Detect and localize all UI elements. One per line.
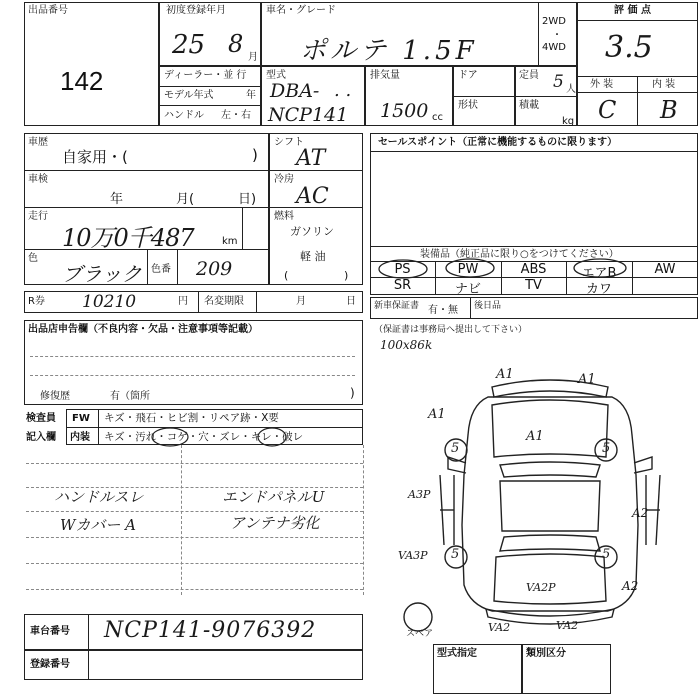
mark-va2-right: VA2 [556, 619, 579, 632]
cc-value: 1500 [380, 100, 429, 122]
remark-4: アンテナ劣化 [230, 514, 320, 532]
color-label: 色 [28, 253, 38, 264]
color-value: ブラック [62, 262, 142, 286]
recycle-value: 10210 [82, 292, 137, 312]
car-name: ポルテ 1.5F [300, 36, 478, 66]
equip-ps: PS [394, 262, 411, 277]
model-code: NCP141 [268, 104, 349, 126]
name-change-month: 月 [296, 296, 306, 307]
recycle-label: R券 [28, 296, 45, 307]
warranty-value: 有・無 [428, 305, 458, 316]
inspector-label: 検査員 [26, 413, 56, 424]
mark-a1-front-left: A1 [496, 367, 514, 382]
name-change-day: 日 [346, 296, 356, 307]
cap-value: 5 [553, 72, 564, 92]
inspector-circles [150, 425, 290, 449]
fuel-diesel: 軽 油 [300, 250, 326, 263]
inspection-label: 車検 [28, 174, 48, 185]
reg-month: 8 [228, 30, 244, 58]
repair-value: 有（箇所 [110, 391, 150, 402]
handle-options: 左・右 [221, 110, 251, 121]
mark-va3p: VA3P [398, 549, 428, 562]
fw-items: キズ・飛石・ヒビ割・リペア跡・X要 [104, 412, 279, 424]
equip-abs: ABS [520, 262, 547, 277]
history-label: 車歴 [28, 137, 48, 148]
type-value: DBA- [270, 80, 320, 102]
registration-label: 登録番号 [30, 659, 70, 670]
dealer-label: ディーラー・並 行 [164, 70, 247, 81]
warranty-note: （保証書は事務局へ提出して下さい） [374, 325, 528, 335]
warranty-label: 新車保証書 [374, 301, 420, 311]
reg-month-unit: 月 [248, 52, 258, 63]
reg-label: 初度登録年月 [166, 5, 226, 16]
cap-unit: 人 [566, 84, 576, 95]
lot-label: 出品番号 [28, 5, 68, 16]
inspection-month-unit: 月( [176, 192, 195, 207]
mark-a2-right: A2 [632, 506, 649, 520]
mark-a2-rear: A2 [622, 579, 639, 593]
model-year-label: モデル年式 [164, 90, 214, 101]
equip-pw: PW [457, 262, 479, 277]
equip-airbag: エアB [581, 266, 617, 281]
mark-5-fl: 5 [451, 441, 460, 456]
ac-label: 冷房 [274, 174, 294, 185]
equip-sr: SR [393, 278, 412, 293]
equip-navi: ナビ [454, 282, 481, 297]
lot-cell [24, 2, 159, 126]
inspection-year-unit: 年 [110, 192, 124, 207]
fw-label: FW [72, 413, 90, 424]
cc-label: 排気量 [370, 70, 400, 81]
reg-year: 25 [172, 30, 206, 60]
model-year-unit: 年 [246, 90, 256, 101]
fuel-paren-open: ( [284, 269, 289, 282]
shift-label: シフト [274, 137, 304, 148]
remark-1: ハンドルスレ [54, 488, 144, 506]
color-no-value: 209 [196, 258, 233, 280]
mark-5-rr: 5 [602, 547, 611, 562]
cc-unit: cc [432, 112, 443, 123]
spare-label: スペア [406, 629, 434, 639]
score-label: 評 価 点 [614, 5, 651, 16]
name-label: 車名・グレード [266, 5, 336, 16]
mark-va2-left: VA2 [488, 621, 511, 634]
fuel-label: 燃料 [274, 211, 294, 222]
lot-number: 142 [60, 66, 104, 96]
record-label: 記入欄 [26, 432, 56, 443]
score-value: 3.5 [605, 30, 653, 65]
chassis-value: NCP141-9076392 [104, 618, 317, 643]
repair-label: 修復歴 [40, 391, 70, 402]
door-label: ドア [458, 70, 478, 81]
fuel-gas: ガソリン [290, 225, 334, 238]
mark-a1-side: A1 [428, 407, 446, 422]
yen-unit: 円 [178, 296, 188, 307]
inspection-day-unit: 日) [238, 192, 257, 207]
mark-a1-hood: A1 [526, 429, 544, 444]
equip-leather: カワ [585, 282, 612, 297]
load-unit: kg [562, 116, 575, 127]
mileage-value: 10万0千487 [62, 224, 194, 252]
category-label: 類別区分 [526, 648, 566, 659]
fuel-paren-close: ) [344, 269, 349, 282]
model-designation-label: 型式指定 [437, 648, 477, 659]
drive-4wd: 4WD [542, 42, 566, 53]
shift-value: AT [296, 146, 326, 171]
mileage-label: 走行 [28, 211, 48, 222]
declaration-label: 出品店申告欄（不良内容・欠品・注意事項等記載） [28, 324, 258, 335]
mark-va2p: VA2P [526, 581, 556, 594]
load-label: 積載 [519, 100, 539, 111]
handle-label: ハンドル [164, 110, 204, 121]
later-label: 後日品 [474, 301, 502, 311]
mark-5-rl: 5 [451, 547, 460, 562]
drive-dot: ・ [552, 30, 562, 41]
recycle-row [24, 291, 363, 313]
equip-circles [370, 255, 700, 285]
equip-tv: TV [525, 278, 542, 293]
interior-items: キズ・汚れ・コゲ・穴・ズレ・キレ・破レ [104, 431, 304, 443]
history-close: ) [252, 146, 258, 164]
interior-row-label: 内装 [70, 432, 90, 443]
mark-a1-front-right: A1 [578, 372, 596, 387]
chassis-label: 車台番号 [30, 626, 70, 637]
interior-grade: B [660, 96, 678, 124]
interior-label: 内 装 [652, 79, 676, 90]
exterior-label: 外 装 [590, 79, 614, 90]
equip-label: 装備品（純正品に限り○をつけてください） [420, 249, 619, 260]
type-dots: . . [334, 80, 352, 101]
history-value: 自家用・( [62, 148, 128, 166]
drive-2wd: 2WD [542, 16, 566, 27]
remark-2: エンドパネルU [222, 488, 325, 506]
registration-row [24, 650, 363, 680]
repair-close: ) [350, 386, 355, 400]
cap-label: 定員 [519, 70, 539, 81]
equip-aw: AW [654, 262, 676, 277]
mark-5-fr: 5 [602, 441, 611, 456]
sales-point-label: セールスポイント（正常に機能するものに限ります） [378, 137, 618, 148]
remark-3: Wカバー A [60, 516, 137, 534]
name-change-label: 名変期限 [204, 296, 244, 307]
type-label: 型式 [266, 70, 286, 81]
size-note: 100x86k [380, 338, 433, 352]
spare-tire [404, 603, 432, 631]
ac-value: AC [296, 184, 329, 209]
warranty-row [370, 297, 698, 319]
exterior-grade: C [598, 96, 617, 124]
km-unit: km [222, 236, 238, 247]
shape-label: 形状 [458, 100, 478, 111]
mark-a3p: A3P [408, 488, 431, 501]
color-no-label: 色番 [151, 264, 171, 275]
